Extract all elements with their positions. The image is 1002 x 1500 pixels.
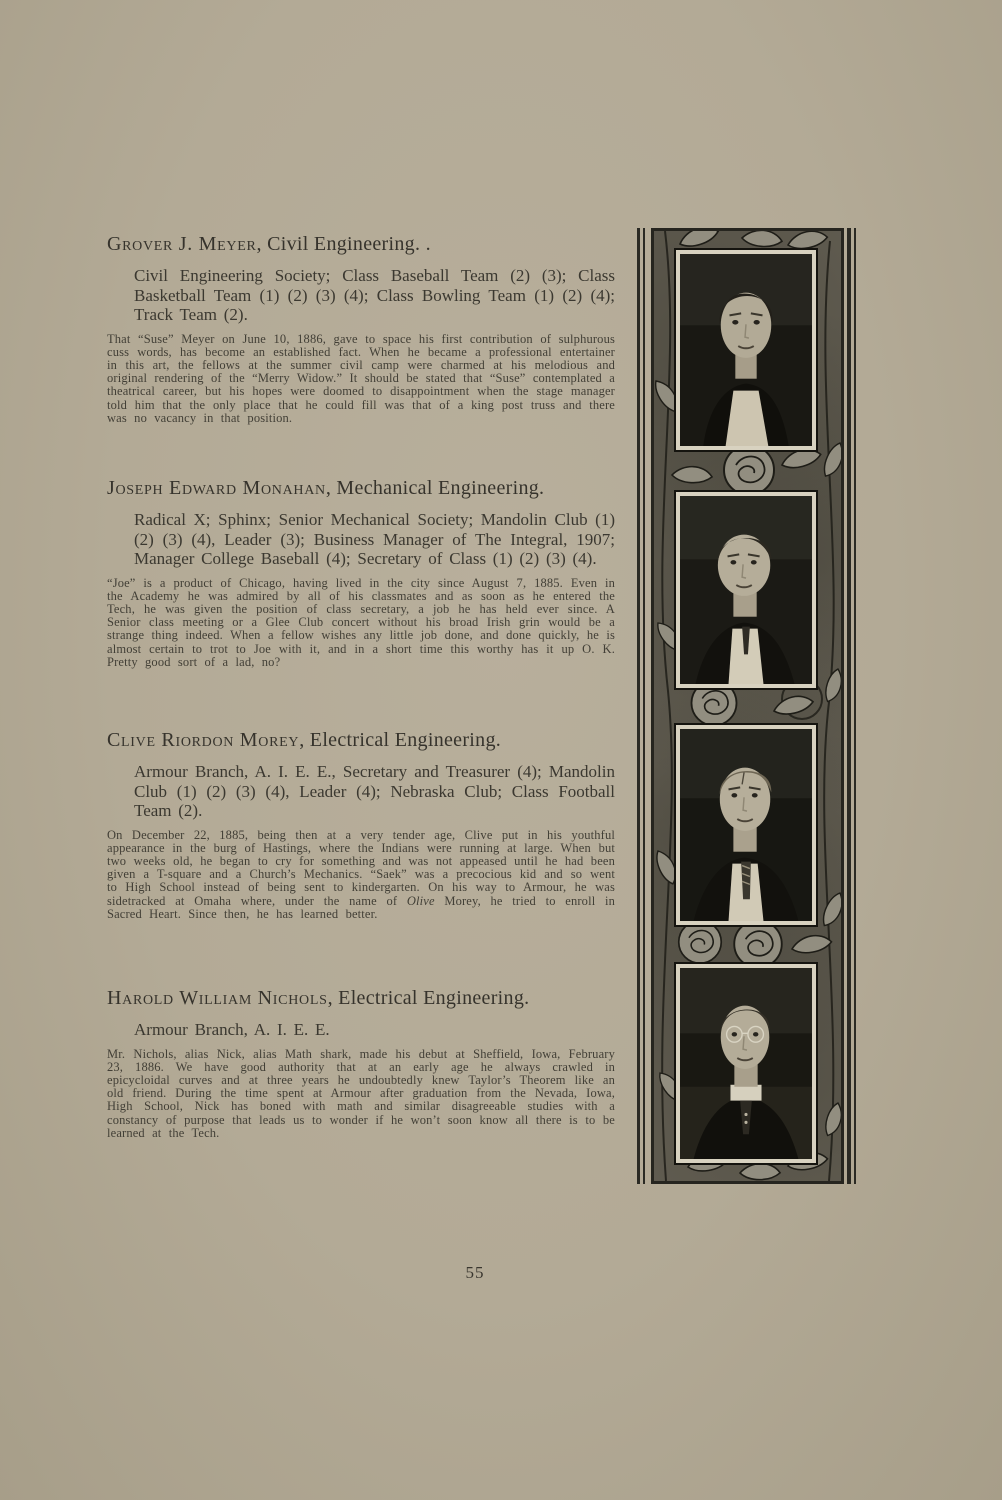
strip-right-rule-inner <box>847 228 851 1184</box>
student-name-heading <box>107 233 615 256</box>
student-name-heading <box>107 729 615 752</box>
biography-text-part: Morey, he tried to enroll in Sacred Heart. Since then, he has learned better. <box>107 893 615 921</box>
page-number: 55 <box>465 1263 485 1282</box>
strip-left-rule-inner <box>643 228 645 1184</box>
biography-text: Mr. Nichols, alias Nick, alias Math shark, made his debut at Sheffield, Iowa, February 23, 1886. We have good authority that at an early age he always crawled in epicycloidal curves and at three years he undoubtedly knew Taylor’s Theorem like an old friend. During the time spent at Armour after graduation from the Nevada, Iowa, High School, Nick has boned with math and similar disagreeable studies with a constancy of purpose that leads us to wonder if he won’t soon know all there is to be learned at the Tech. <box>107 1046 615 1140</box>
portrait-photo-meyer <box>680 254 812 446</box>
entry-grover-meyer <box>107 233 615 425</box>
biography-text: “Joe” is a product of Chicago, having lived in the city since August 7, 1885. Even in the Academy he was admired by all of his classmates and as soon as he entered the Tech, he was given the position of class secretary, a job he has held ever since. A Senior class meeting or a Glee Club concert without his broad Irish grin would be a strange thing indeed. When a fellow wishes any little job done, and done quickly, he is almost certain to trot to Joe with it, and in a short time this worthy has it up O. K. Pretty good sort of a lad, no? <box>107 575 615 669</box>
portrait-photo-monahan <box>680 496 812 684</box>
student-name: Grover J. Meyer <box>107 233 257 255</box>
activities-list: Radical X; Sphinx; Senior Mechanical Society; Mandolin Club (1) (2) (3) (4), Leader (3); Business Manager of The Integral, 1907; Manager College Baseball (4); Secretary of Class (1) (2) (3) (4). <box>134 510 615 568</box>
student-degree: , Civil Engineering. . <box>256 233 431 255</box>
portrait-photo-morey <box>680 729 812 921</box>
student-degree: , Mechanical Engineering. <box>325 477 545 499</box>
entry-clive-morey <box>107 729 615 921</box>
student-degree: , Electrical Engineering. <box>299 729 502 751</box>
student-name-heading <box>107 477 615 500</box>
photo-strip <box>651 228 844 1184</box>
portrait-frame-4 <box>674 962 818 1165</box>
activities-list: Armour Branch, A. I. E. E. <box>134 1020 330 1039</box>
biography-text <box>107 829 615 921</box>
strip-left-rule-outer <box>637 228 640 1184</box>
activities-list: Armour Branch, A. I. E. E., Secretary and Treasurer (4); Mandolin Club (1) (2) (3) (4), Leader (4); Nebraska Club; Class Football Team (2). <box>134 762 615 820</box>
portrait-photo-nichols <box>680 968 812 1159</box>
student-name-heading <box>107 987 615 1010</box>
student-name: Harold William Nichols <box>107 987 328 1009</box>
portrait-frame-3 <box>674 723 818 927</box>
portrait-frame-2 <box>674 490 818 690</box>
student-name: Clive Riordon Morey <box>107 729 300 751</box>
student-degree: , Electrical Engineering. <box>327 987 530 1009</box>
entry-harold-nichols <box>107 987 615 1140</box>
strip-right-rule-outer <box>854 228 856 1184</box>
activities-list: Civil Engineering Society; Class Baseball Team (2) (3); Class Basketball Team (1) (2) (3) (4); Class Bowling Team (1) (2) (4); Track Team (2). <box>134 266 615 324</box>
entry-joseph-monahan <box>107 477 615 669</box>
biography-text-italic: Olive <box>406 893 435 908</box>
student-name: Joseph Edward Monahan <box>107 477 326 499</box>
portrait-frame-1 <box>674 248 818 452</box>
biography-text-part: On December 22, 1885, being then at a very tender age, Clive put in his youthful appearance in the burg of Hastings, where the Indians were running at large. When but two weeks old, he began to cry for something and was not appeased until he had been given a T-square and a Church’s Mechanics. “Saek” was a precocious kid and so went to High School instead of being sent to kindergarten. On his way to Armour, he was sidetracked at Omaha where, under the name of <box>107 827 615 908</box>
biography-text: That “Suse” Meyer on June 10, 1886, gave to space his first contribution of sulphurous cuss words, has become an established fact. When he became a professional entertainer in this art, the fellows at the summer civil camp were charmed at his melodious and original rendering of the “Merry Widow.” It should be stated that “Suse” contemplated a theatrical career, but his hopes were doomed to disappointment when the stage manager told him that the only place that he could fill was that of a king post truss and there was no vacancy in that position. <box>107 331 615 425</box>
